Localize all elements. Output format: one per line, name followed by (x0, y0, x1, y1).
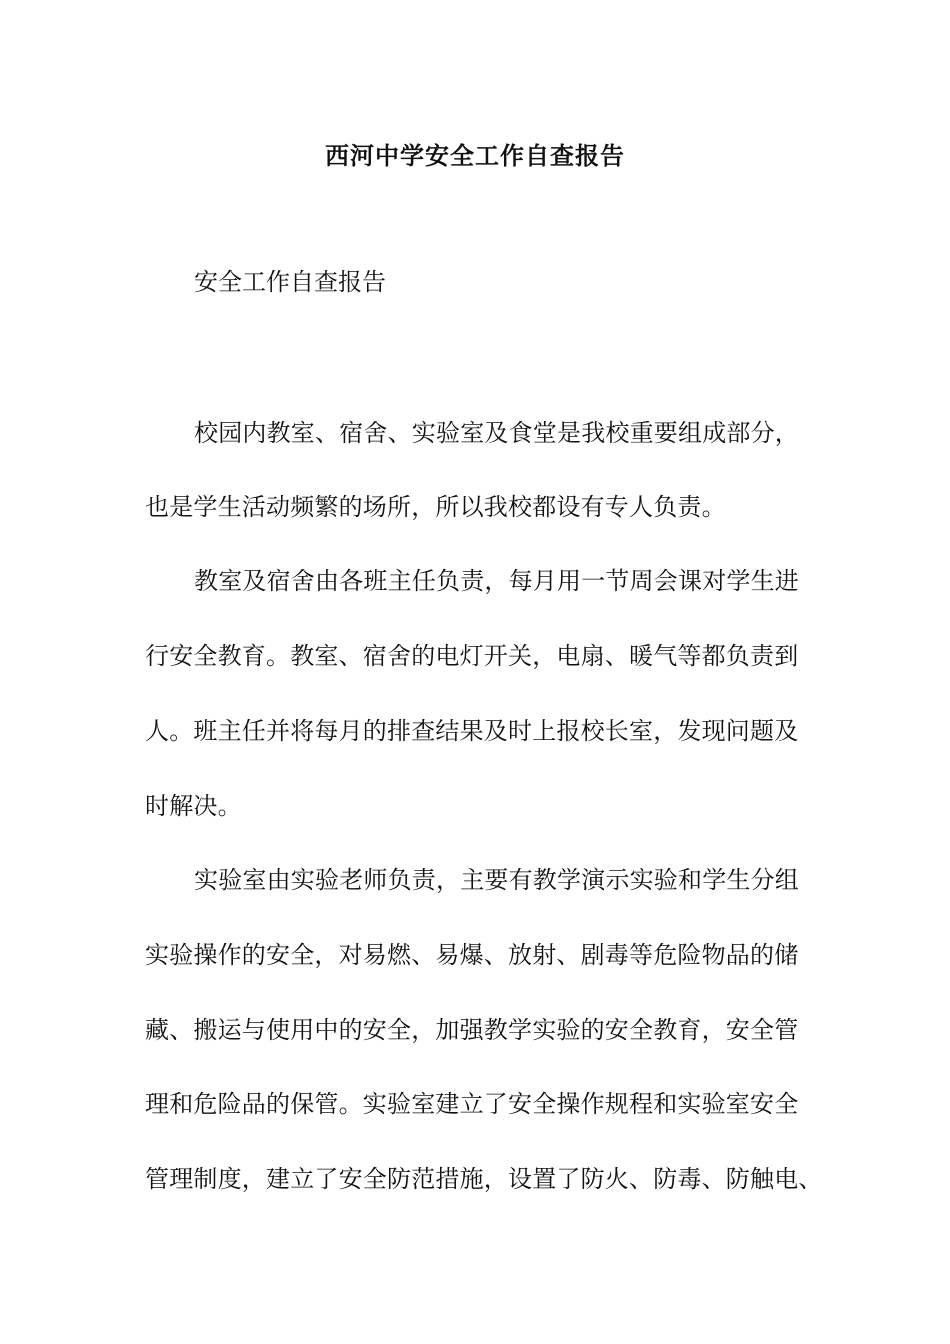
paragraph-line: 行安全教育。教室、宿舍的电灯开关，电扇、暖气等都负责到 (145, 642, 799, 670)
paragraph-line: 校园内教室、宿舍、实验室及食堂是我校重要组成部分， (194, 419, 799, 447)
paragraph-line: 实验操作的安全，对易燃、易爆、放射、剧毒等危险物品的储 (145, 941, 799, 969)
paragraph-line: 藏、搬运与使用中的安全，加强教学实验的安全教育，安全管 (145, 1016, 799, 1044)
document-title: 西河中学安全工作自查报告 (325, 141, 625, 170)
paragraph-line: 人。班主任并将每月的排查结果及时上报校长室，发现问题及 (145, 717, 799, 745)
paragraph-line: 时解决。 (145, 792, 242, 820)
paragraph-line: 管理制度，建立了安全防范措施，设置了防火、防毒、防触电、 (145, 1165, 823, 1193)
paragraph-line: 实验室由实验老师负责，主要有教学演示实验和学生分组 (194, 866, 799, 894)
paragraph-line: 理和危险品的保管。实验室建立了安全操作规程和实验室安全 (145, 1090, 799, 1118)
document-subtitle: 安全工作自查报告 (194, 268, 386, 296)
paragraph-line: 教室及宿舍由各班主任负责，每月用一节周会课对学生进 (194, 567, 799, 595)
paragraph-line: 也是学生活动频繁的场所，所以我校都设有专人负责。 (145, 493, 726, 521)
